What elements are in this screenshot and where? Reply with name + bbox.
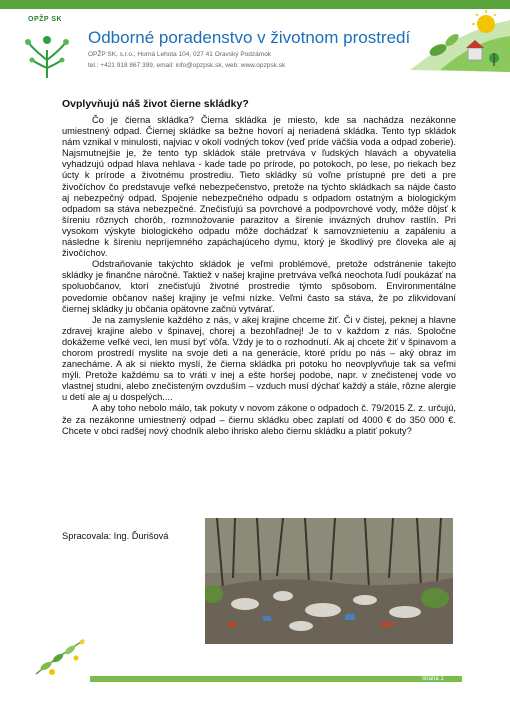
paragraph: Je na zamyslenie každého z nás, v akej krajine chceme žiť. Či v čistej, peknej a hlavne zdravej krajine alebo v špinavej, chorej a bezohľadnej! Je to v každom z nás. Spoločne dokážeme veľké veci, len musí byť vôľa. Vždy je to o rozhodnutí. Ak aj chcete žiť v špinavom a chorom prostredí myslite na svoje deti a na generácie, ktoré prídu po nás – aký obraz im zanecháme. A ak si niekto myslí, že čierna skládka pri potoku ho neovplyvňuje tak sa veľmi mýli. Pretože každému sa to vráti v inej a ešte horšej podobe, napr. v znečistenej vode vo vlastnej studni, alebo znečisteným ovzduším – vzduch musí dýchať každý a stále, rôzne alergie u detí ale aj u dospelých.... bbox=[62, 314, 456, 403]
eco-decoration-icon bbox=[390, 10, 510, 72]
top-green-bar bbox=[0, 0, 510, 9]
article-title: Ovplyvňujú náš život čierne skládky? bbox=[62, 98, 249, 110]
illegal-dump-photo bbox=[205, 518, 453, 644]
header-contacts: tel.: +421 918 867 399, email: info@opzpsk.sk, web: www.opzpsk.sk bbox=[88, 62, 286, 69]
article-body bbox=[62, 115, 456, 437]
leaves-decoration-icon bbox=[32, 628, 92, 680]
opzp-logo bbox=[20, 20, 74, 80]
footer-bar bbox=[90, 676, 462, 682]
logo-text: OPŽP SK bbox=[28, 16, 63, 23]
page-number: strana 1 bbox=[422, 676, 444, 682]
header-address: OPŽP SK, s.r.o., Horná Lehota 104, 027 41 Oravský Podzámok bbox=[88, 51, 272, 58]
paragraph: A aby toho nebolo málo, tak pokuty v novom zákone o odpadoch č. 79/2015 Z. z. určujú, že za nezákonne umiestnený odpad – čiernu skládku obec zaplatí od 4000 € do 350 000 €. Chcete v obci radšej nový chodník alebo ihrisko alebo čiernu skládku a platiť pokuty? bbox=[62, 403, 456, 436]
header-title: Odborné poradenstvo v životnom prostredí bbox=[88, 28, 411, 47]
paragraph: Odstraňovanie takýchto skládok je veľmi problémové, pretože odstránenie takejto skládky je finančne náročné. Taktiež v našej krajine pretrváva veľká neochota ľudí poukázať na spoluobčanov, ktorí znečisťujú životné prostredie týmto spôsobom. Environmentálne povedomie občanov našej krajiny je veľmi nízke. Veľmi často sa stáva, že po zlikvidovaní čiernej skládky ju občania opätovne začnú vytvárať. bbox=[62, 259, 456, 314]
paragraph: Čo je čierna skládka? Čierna skládka je miesto, kde sa nachádza nezákonne umiestnený odpad. Čiernej skládke sa bežne hovorí aj neriadená skládka. Tento typ skládok nám vznikal v minulosti, najviac v okolí vodných tokov (veď príde väčšia voda a odpad zoberie). Najsmutnejšie je, že tento typ skládok stále pretrváva v ľudských hlavách a obyvatelia vyhadzujú odpad hlava nehlava - kade tade po prírode, po potokoch, po lese, po riekach bez úcty k prírode a životnému prostrediu. Tieto skládky sú voľne prístupné pre deti a pre živočíchov čo predstavuje veľké nebezpečenstvo, pretože na týchto skládkach sa nájde často aj nebezpečný odpad. Spojenie nebezpečného odpadu s odpadom ostatným a biologickým odpadom sa stáva nebezpečné. Znečisťujú sa povrchové a podpovrchové vody, môže dôjsť k šíreniu rôznych chorôb, rozmnožovanie parazitov a šírenie invázných druhov rastlín. Pri vysokom výskyte biologického odpadu môže dochádzať k samovznieteniu a zapáleniu a následne k šíreniu nepríjemného zapáchajúceho dymu, ktorý je škodlivý pre človeka ale aj živočíchov. bbox=[62, 115, 456, 259]
author-credit: Spracovala: Ing. Ďurišová bbox=[62, 531, 169, 541]
